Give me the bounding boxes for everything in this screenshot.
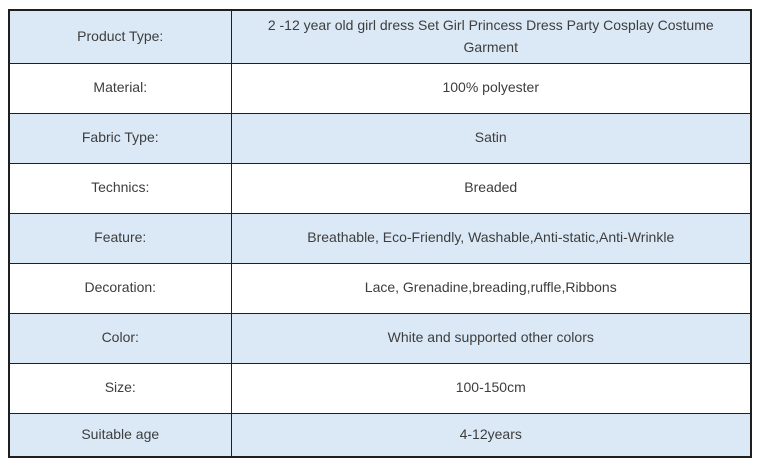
spec-label: Product Type: bbox=[9, 10, 231, 63]
spec-value: 100-150cm bbox=[231, 363, 751, 413]
spec-value: White and supported other colors bbox=[231, 313, 751, 363]
product-spec-table bbox=[8, 9, 752, 458]
spec-row bbox=[9, 263, 751, 313]
spec-row bbox=[9, 213, 751, 263]
spec-value: Breathable, Eco-Friendly, Washable,Anti-static,Anti-Wrinkle bbox=[231, 213, 751, 263]
spec-label: Size: bbox=[9, 363, 231, 413]
spec-value: Lace, Grenadine,breading,ruffle,Ribbons bbox=[231, 263, 751, 313]
spec-value: Satin bbox=[231, 113, 751, 163]
spec-row bbox=[9, 163, 751, 213]
spec-value: 100% polyester bbox=[231, 63, 751, 113]
spec-value: 4-12years bbox=[231, 413, 751, 457]
spec-label: Technics: bbox=[9, 163, 231, 213]
spec-label: Material: bbox=[9, 63, 231, 113]
spec-label: Fabric Type: bbox=[9, 113, 231, 163]
spec-label: Color: bbox=[9, 313, 231, 363]
spec-row bbox=[9, 413, 751, 457]
spec-label: Feature: bbox=[9, 213, 231, 263]
spec-label: Suitable age bbox=[9, 413, 231, 457]
spec-row bbox=[9, 10, 751, 63]
spec-value: Breaded bbox=[231, 163, 751, 213]
spec-row bbox=[9, 363, 751, 413]
spec-label: Decoration: bbox=[9, 263, 231, 313]
spec-value: 2 -12 year old girl dress Set Girl Princess Dress Party Cosplay Costume Garment bbox=[231, 10, 751, 63]
spec-row bbox=[9, 63, 751, 113]
spec-row bbox=[9, 313, 751, 363]
spec-row bbox=[9, 113, 751, 163]
